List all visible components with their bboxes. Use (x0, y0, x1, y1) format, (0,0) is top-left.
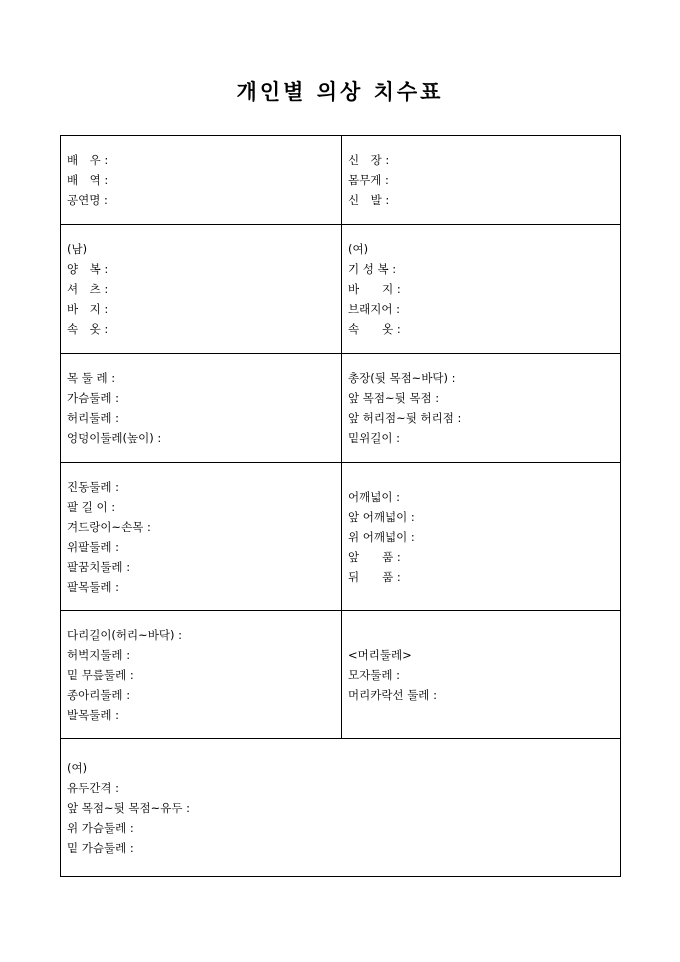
section-arms-shoulders (61, 463, 621, 611)
field-armpit-to-wrist: 겨드랑이~손목 : (67, 519, 151, 534)
field-performance-name: 공연명 : (67, 193, 108, 207)
cell-leg-measurements (61, 611, 342, 739)
field-bust-point-distance: 유두간격 : (67, 780, 119, 795)
measurement-table (60, 135, 621, 877)
section-basic-info (61, 136, 621, 225)
field-pants: 바 지 : (67, 302, 109, 316)
cell-arm-measurements (61, 463, 342, 611)
cell-actor-info (61, 136, 342, 225)
section-legs-head (61, 611, 621, 739)
field-arm-length: 팔 길 이 : (67, 499, 116, 514)
field-underwear: 속 옷 : (67, 322, 109, 336)
field-hip-girth: 엉덩이둘레(높이) : (67, 431, 162, 445)
field-leg-length: 다리길이(허리~바닥) : (67, 627, 183, 642)
field-shoulder-width: 어깨넓이 : (348, 489, 400, 504)
cell-shoulder-measurements (342, 463, 621, 611)
label-female-bottom: (여) (67, 760, 88, 775)
field-upper-chest: 위 가슴둘레 : (67, 820, 134, 835)
field-upper-arm: 위팔둘레 : (67, 539, 119, 554)
section-torso (61, 354, 621, 463)
field-neck-girth: 목 둘 레 : (67, 371, 116, 385)
label-head-girth: <머리둘레> (348, 647, 412, 662)
cell-female-chest (61, 739, 621, 877)
field-shirt: 셔 츠 : (67, 282, 109, 296)
field-elbow: 팔꿈치둘레 : (67, 559, 131, 574)
field-weight: 몸무게 : (348, 173, 389, 187)
field-shoe-size: 신 발 : (348, 193, 390, 207)
cell-head-measurements (342, 611, 621, 739)
field-waist-girth: 허리둘레 : (67, 411, 119, 425)
cell-female-sizes (342, 225, 621, 354)
field-neck-to-bust: 앞 목점~뒷 목점~유두 : (67, 800, 190, 815)
field-chest-girth: 가슴둘레 : (67, 391, 119, 405)
section-female-chest (61, 739, 621, 877)
field-back-width: 뒤 품 : (348, 569, 401, 584)
field-front-shoulder: 앞 어깨넓이 : (348, 509, 415, 524)
field-wrist: 팔목둘레 : (67, 579, 119, 594)
field-front-width: 앞 품 : (348, 549, 401, 564)
field-upper-shoulder: 위 어깨넓이 : (348, 529, 415, 544)
cell-torso-girths (61, 354, 342, 463)
label-female: (여) (348, 242, 369, 256)
field-armhole: 진동둘레 : (67, 479, 119, 494)
field-role: 배 역 : (67, 173, 109, 187)
form-title: 개인별 의상 치수표 (236, 79, 444, 104)
field-actor: 배 우 : (67, 153, 109, 167)
cell-body-info (342, 136, 621, 225)
field-underwear-female: 속 옷 : (348, 322, 401, 336)
cell-male-sizes (61, 225, 342, 354)
field-hat-size: 모자둘레 : (348, 667, 400, 682)
field-front-back-waist: 앞 허리점~뒷 허리점 : (348, 411, 462, 425)
field-suit: 양 복 : (67, 262, 109, 276)
field-height: 신 장 : (348, 153, 390, 167)
field-thigh: 허벅지둘레 : (67, 647, 131, 662)
field-total-length: 총장(뒷 목점~바닥) : (348, 371, 456, 385)
field-hairline: 머리카락선 둘레 : (348, 687, 437, 702)
field-calf: 종아리둘레 : (67, 687, 131, 702)
cell-torso-lengths (342, 354, 621, 463)
field-crotch-length: 밑위길이 : (348, 431, 400, 445)
field-below-knee: 밑 무릎둘레 : (67, 667, 134, 682)
label-male: (남) (67, 242, 88, 256)
section-garment-sizes (61, 225, 621, 354)
field-under-bust: 밑 가슴둘레 : (67, 840, 134, 855)
field-pants-female: 바 지 : (348, 282, 401, 296)
field-bra: 브래지어 : (348, 302, 400, 316)
field-front-back-neck: 앞 목점~뒷 목점 : (348, 391, 440, 405)
field-ready-made: 기 성 복 : (348, 262, 397, 276)
field-ankle: 발목둘레 : (67, 707, 119, 722)
